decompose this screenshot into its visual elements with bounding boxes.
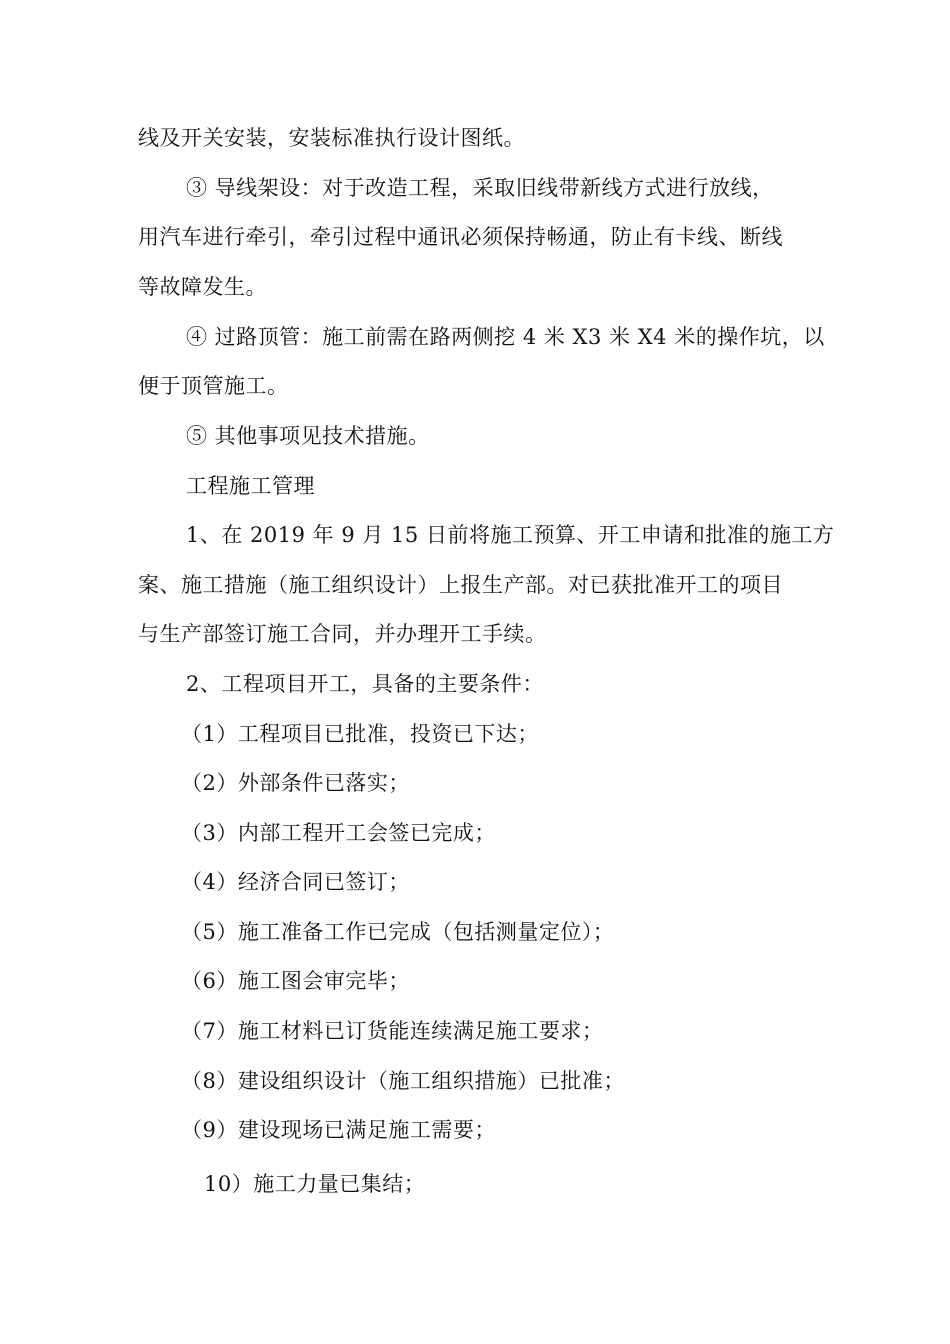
condition-item-9: （9）建设现场已满足施工需要； [181,1118,496,1142]
paragraph-1-line-1: 1、在 2019 年 9 月 15 日前将施工预算、开工申请和批准的施工方 [186,523,835,547]
list-item-4-line-2: 便于顶管施工。 [138,374,289,398]
condition-item-7: （7）施工材料已订货能连续满足施工要求； [181,1019,604,1043]
section-heading: 工程施工管理 [186,474,315,498]
paragraph-1-line-3: 与生产部签订施工合同，并办理开工手续。 [138,622,547,646]
list-item-5: ⑤ 其他事项见技术措施。 [186,424,430,448]
condition-item-8: （8）建设组织设计（施工组织措施）已批准； [181,1069,625,1093]
list-item-3-line-3: 等故障发生。 [138,275,267,299]
paragraph-line: 线及开关安装，安装标准执行设计图纸。 [138,126,525,150]
condition-item-3: （3）内部工程开工会签已完成； [181,821,496,845]
paragraph-2: 2、工程项目开工，具备的主要条件： [186,672,544,696]
condition-item-1: （1）工程项目已批准，投资已下达； [181,722,539,746]
condition-item-4: （4）经济合同已签订； [181,870,410,894]
condition-item-5: （5）施工准备工作已完成（包括测量定位）； [181,920,615,944]
condition-item-6: （6）施工图会审完毕； [181,969,410,993]
condition-item-2: （2）外部条件已落实； [181,771,410,795]
list-item-3-line-1: ③ 导线架设：对于改造工程，采取旧线带新线方式进行放线， [186,176,774,200]
list-item-3-line-2: 用汽车进行牵引，牵引过程中通讯必须保持畅通，防止有卡线、断线 [138,225,783,249]
condition-item-10: 10）施工力量已集结； [204,1172,426,1196]
paragraph-1-line-2: 案、施工措施（施工组织设计）上报生产部。对已获批准开工的项目 [138,573,783,597]
list-item-4-line-1: ④ 过路顶管：施工前需在路两侧挖 4 米 X3 米 X4 米的操作坑，以 [186,325,825,349]
